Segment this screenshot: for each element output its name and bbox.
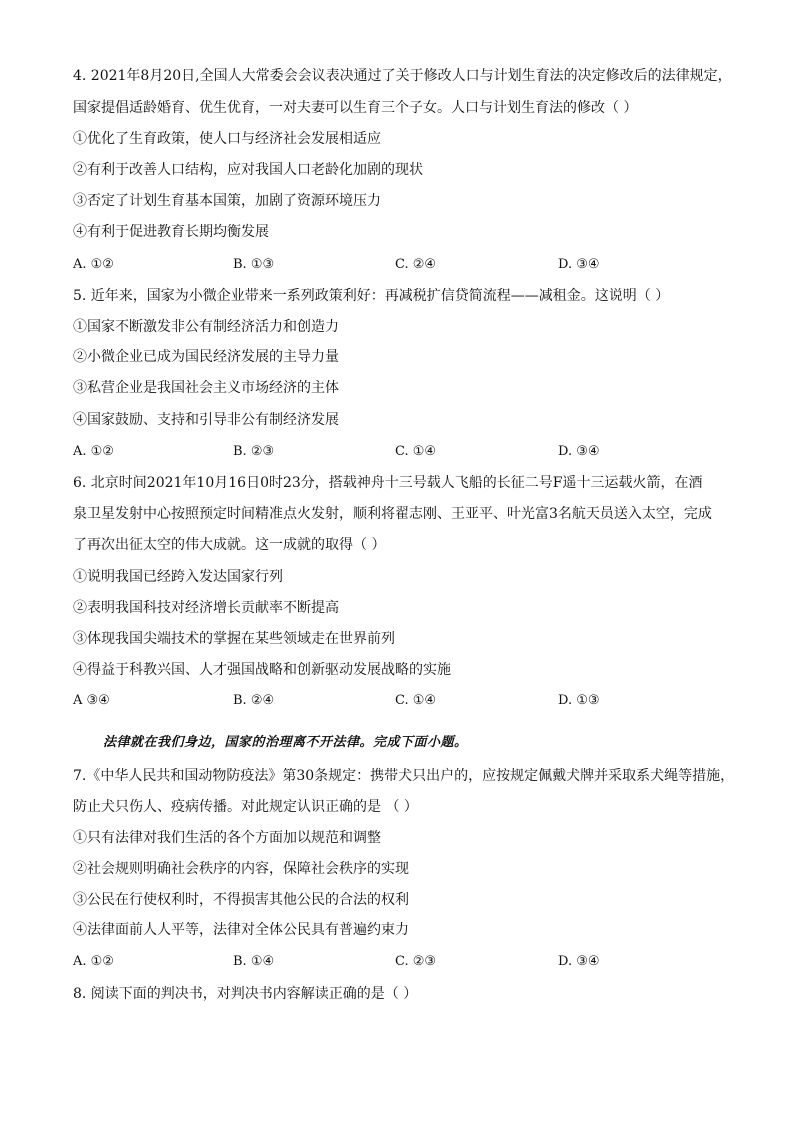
q5-option-1: ①国家不断激发非公有制经济活力和创造力	[73, 319, 339, 335]
q4-choices	[73, 256, 693, 274]
q6-choice-c: C. ①④	[395, 693, 437, 708]
q7-choice-a: A. ①②	[73, 954, 114, 969]
q7-stem-line-1: 7.《中华人民共和国动物防疫法》第30条规定：携带犬只出户的，应按规定佩戴犬牌并采取系犬绳等措施，	[73, 768, 735, 784]
q7-option-1: ①只有法律对我们生活的各个方面加以规范和调整	[73, 830, 381, 846]
q6-stem-line-2: 泉卫星发射中心按照预定时间精准点火发射，顺利将翟志刚、王亚平、叶光富3名航天员送入太空，完成	[73, 506, 712, 522]
q7-choice-c: C. ②③	[395, 954, 437, 969]
q6-option-1: ①说明我国已经跨入发达国家行列	[73, 569, 283, 585]
q6-choice-a: A ③④	[73, 693, 110, 708]
q5-option-2: ②小微企业已成为国民经济发展的主导力量	[73, 349, 339, 365]
q6-option-2: ②表明我国科技对经济增长贡献率不断提高	[73, 600, 339, 616]
q8-stem-line-1: 8. 阅读下面的判决书，对判决书内容解读正确的是（ ）	[73, 986, 418, 1002]
section-intro: 法律就在我们身边，国家的治理离不开法律。完成下面小题。	[103, 735, 468, 750]
q7-choice-b: B. ①④	[233, 954, 275, 969]
q6-option-3: ③体现我国尖端技术的掌握在某些领域走在世界前列	[73, 631, 395, 647]
q6-stem-line-1: 6. 北京时间2021年10月16日0时23分，搭载神舟十三号载人飞船的长征二号F遥十三运载火箭，在酒	[73, 475, 703, 491]
q4-choice-b: B. ①③	[233, 257, 275, 272]
q4-choice-c: C. ②④	[395, 257, 437, 272]
q6-stem-line-3: 了再次出征太空的伟大成就。这一成就的取得（ ）	[73, 537, 386, 553]
q5-option-3: ③私营企业是我国社会主义市场经济的主体	[73, 380, 339, 396]
q4-option-4: ④有利于促进教育长期均衡发展	[73, 224, 269, 240]
q7-option-4: ④法律面前人人平等，法律对全体公民具有普遍约束力	[73, 922, 409, 938]
q6-choice-b: B. ②④	[233, 693, 275, 708]
q7-option-3: ③公民在行使权利时，不得损害其他公民的合法的权利	[73, 892, 409, 908]
q6-choice-d: D. ①③	[558, 693, 600, 708]
q4-choice-d: D. ③④	[558, 257, 600, 272]
q4-option-1: ①优化了生育政策，使人口与经济社会发展相适应	[73, 131, 381, 147]
q5-stem-line-1: 5. 近年来，国家为小微企业带来一系列政策利好：再减税扩信贷简流程——减租金。这说明（ ）	[73, 288, 670, 304]
q6-choices	[73, 692, 693, 710]
q5-choices	[73, 443, 693, 461]
q7-choice-d: D. ③④	[558, 954, 600, 969]
q4-stem-line-1: 4. 2021年8月20日,全国人大常委会会议表决通过了关于修改人口与计划生育法的决定修改后的法律规定，	[73, 68, 732, 84]
q5-choice-b: B. ②③	[233, 444, 275, 459]
q4-option-3: ③否定了计划生育基本国策，加剧了资源环境压力	[73, 193, 381, 209]
q5-choice-a: A. ①②	[73, 444, 114, 459]
q7-option-2: ②社会规则明确社会秩序的内容，保障社会秩序的实现	[73, 861, 409, 877]
q7-stem-line-2: 防止犬只伤人、疫病传播。对此规定认识正确的是 （ ）	[73, 799, 418, 815]
q5-choice-c: C. ①④	[395, 444, 437, 459]
q7-choices	[73, 953, 693, 971]
q4-choice-a: A. ①②	[73, 257, 114, 272]
q4-stem-line-2: 国家提倡适龄婚育、优生优育，一对夫妻可以生育三个子女。人口与计划生育法的修改（ ）	[73, 100, 638, 116]
q4-option-2: ②有利于改善人口结构，应对我国人口老龄化加剧的现状	[73, 162, 423, 178]
q6-option-4: ④得益于科教兴国、人才强国战略和创新驱动发展战略的实施	[73, 662, 451, 678]
q5-choice-d: D. ③④	[558, 444, 600, 459]
q5-option-4: ④国家鼓励、支持和引导非公有制经济发展	[73, 412, 339, 428]
